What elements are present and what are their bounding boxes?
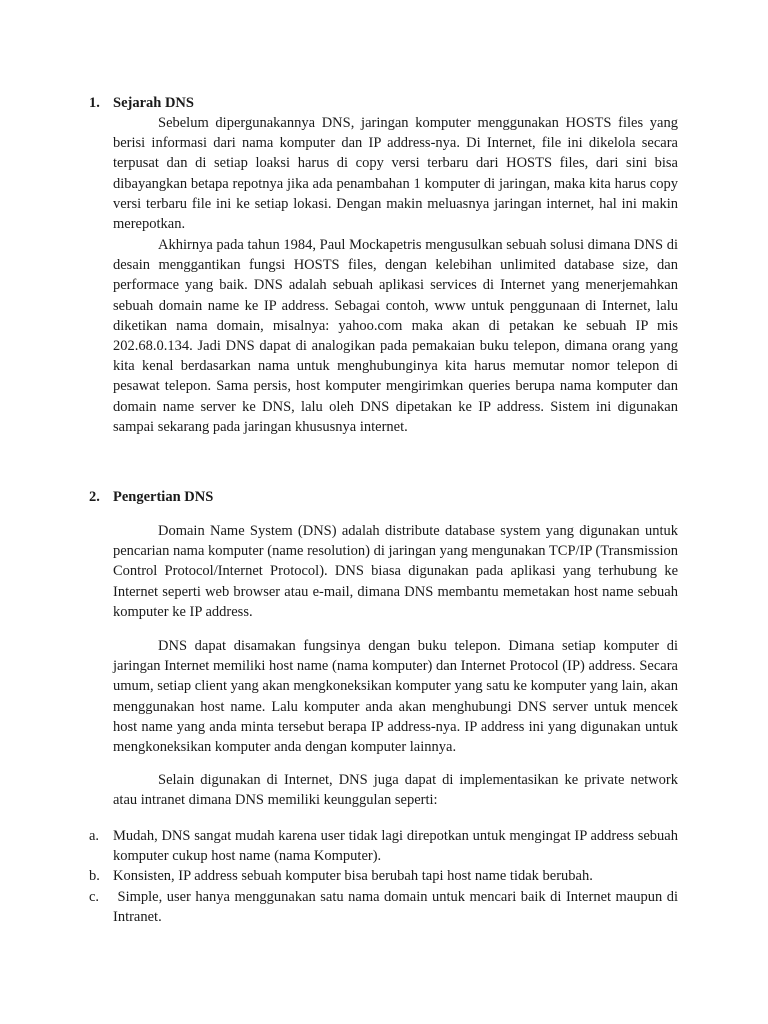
section-1-title: Sejarah DNS: [113, 95, 194, 111]
list-text-b: Konsisten, IP address sebuah komputer bisa berubah tapi host name tidak berubah.: [113, 868, 593, 884]
section-1-heading: [89, 93, 194, 113]
list-text-c: Simple, user hanya menggunakan satu nama domain untuk mencari baik di Internet maupun di Intranet.: [113, 889, 682, 926]
list-marker-b: b.: [89, 868, 100, 884]
list-marker-c: c.: [89, 889, 100, 905]
list-item-c: [89, 887, 682, 927]
section-2-paragraph-1: Domain Name System (DNS) adalah distribute database system yang digunakan untuk pencarian nama komputer (name resolution) di jaringan yang mengunakan TCP/IP (Transmission Control Protocol/Internet Protocol). DNS biasa digunakan pada aplikasi yang terhubung ke Internet seperti web browser atau e-mail, dimana DNS membantu memetakan host name sebuah komputer ke IP address.: [113, 523, 678, 620]
section-1-paragraph-1: Sebelum dipergunakannya DNS, jaringan komputer menggunakan HOSTS files yang berisi informasi dari nama komputer dan IP address-nya. Di Internet, file ini dikelola secara terpusat dan di setiap loaksi harus di copy versi terbaru dari HOSTS files, dari sini bisa dibayangkan betapa repotnya jika ada penambahan 1 komputer di jaringan, maka kita harus copy versi terbaru file ini ke setiap lokasi. Dengan makin meluasnya jaringan internet, hal ini makin merepotkan.: [113, 115, 678, 233]
section-1-paragraph-2: Akhirnya pada tahun 1984, Paul Mockapetris mengusulkan sebuah solusi dimana DNS di desain menggantikan fungsi HOSTS files, dengan kelebihan unlimited database size, dan performace yang baik. DNS adalah sebuah aplikasi services di Internet yang menerjemahkan sebuah domain name ke IP address. Sebagai contoh, www untuk penggunaan di Internet, lalu diketikan nama domain, misalnya: yahoo.com maka akan di petakan ke sebuah IP mis 202.68.0.134. Jadi DNS dapat di analogikan pada pemakaian buku telepon, dimana orang yang kita kenal berdasarkan nama untuk menghubunginya kita harus memutar nomor telepon di pesawat telepon. Sama persis, host komputer mengirimkan queries berupa nama komputer dan domain name server ke DNS, lalu oleh DNS dipetakan ke IP address. Sistem ini digunakan sampai sekarang pada jaringan khususnya internet.: [113, 237, 678, 435]
section-2-title: Pengertian DNS: [113, 489, 214, 505]
section-2-number: 2.: [89, 489, 100, 505]
list-text-a: Mudah, DNS sangat mudah karena user tidak lagi direpotkan untuk mengingat IP address sebuah komputer cukup host name (nama Komputer).: [113, 828, 678, 865]
list-marker-a: a.: [89, 828, 100, 844]
section-2-heading: [89, 487, 213, 507]
section-1-number: 1.: [89, 95, 100, 111]
section-2-paragraph-3: Selain digunakan di Internet, DNS juga dapat di implementasikan ke private network atau intranet dimana DNS memiliki keunggulan seperti:: [113, 772, 678, 809]
section-2-paragraph-2: DNS dapat disamakan fungsinya dengan buku telepon. Dimana setiap komputer di jaringan Internet memiliki host name (nama komputer) dan Internet Protocol (IP) address. Secara umum, setiap client yang akan mengkoneksikan komputer yang satu ke komputer yang lain, akan menggunakan host name. Lalu komputer anda akan menghubungi DNS server untuk mencek host name yang anda minta tersebut berapa IP address-nya. IP address ini yang digunakan untuk mengkoneksikan komputer anda dengan komputer lainnya.: [113, 638, 678, 756]
list-item-a: [89, 826, 678, 866]
list-item-b: [89, 866, 678, 886]
